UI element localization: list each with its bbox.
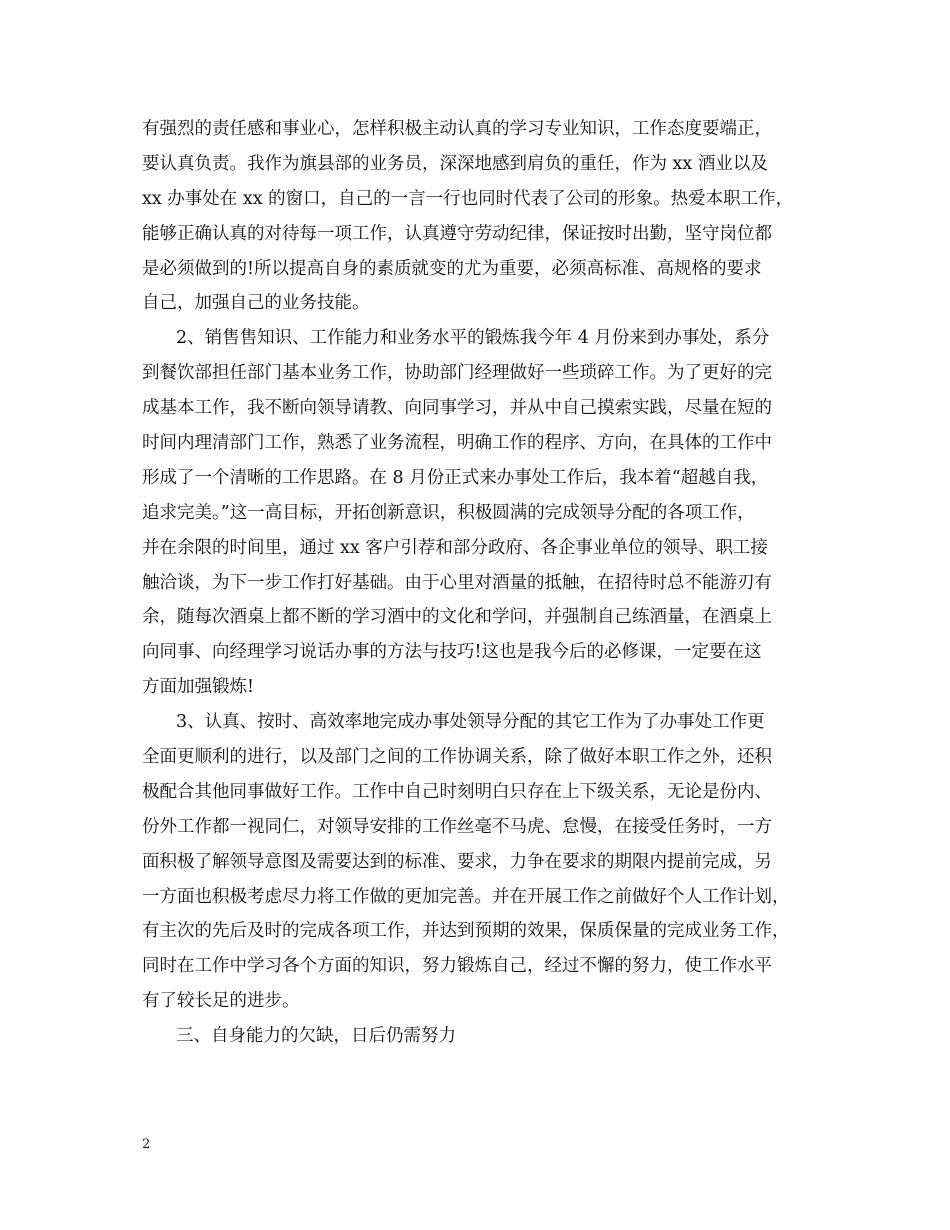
text-line: 余，随每次酒桌上都不断的学习酒中的文化和学问，并强制自己练酒量，在酒桌上 [142, 607, 772, 628]
text-line: 全面更顺利的进行，以及部门之间的工作协调关系，除了做好本职工作之外，还积 [142, 747, 772, 768]
text-line: 追求完美。”这一高目标，开拓创新意识，积极圆满的完成领导分配的各项工作， [142, 502, 755, 523]
text-line: 方面加强锻炼! [142, 677, 255, 698]
text-line: 一方面也积极考虑尽力将工作做的更加完善。并在开展工作之前做好个人工作计划， [142, 886, 790, 907]
text-line: 3、认真、按时、高效率地完成办事处领导分配的其它工作为了办事处工作更 [176, 712, 765, 733]
text-line: 自己，加强自己的业务技能。 [142, 293, 370, 314]
text-line: xx 办事处在 xx 的窗口，自己的一言一行也同时代表了公司的形象。热爱本职工作， [142, 188, 794, 209]
document-body [142, 112, 832, 1054]
text-line: 时间内理清部门工作，熟悉了业务流程，明确工作的程序、方向，在具体的工作中 [142, 433, 772, 454]
text-line: 向同事、向经理学习说话办事的方法与技巧!这也是我今后的必修课，一定要在这 [142, 642, 762, 663]
text-line: 能够正确认真的对待每一项工作，认真遵守劳动纪律，保证按时出勤，坚守岗位都 [142, 223, 772, 244]
text-line: 有强烈的责任感和事业心，怎样积极主动认真的学习专业知识，工作态度要端正， [142, 119, 772, 139]
text-line: 要认真负责。我作为旗县部的业务员，深深地感到肩负的重任，作为 xx 酒业以及 [142, 153, 768, 174]
text-line: 极配合其他同事做好工作。工作中自己时刻明白只存在上下级关系，无论是份内、 [142, 781, 772, 802]
text-line: 同时在工作中学习各个方面的知识，努力锻炼自己，经过不懈的努力，使工作水平 [142, 956, 772, 977]
text-line: 有了较长足的进步。 [142, 991, 300, 1012]
text-line: 有主次的先后及时的完成各项工作，并达到预期的效果，保质保量的完成业务工作， [142, 921, 790, 942]
text-line: 面积极了解领导意图及需要达到的标准、要求，力争在要求的期限内提前完成，另 [142, 851, 772, 872]
page-number: 2 [142, 1137, 151, 1152]
text-line: 形成了一个清晰的工作思路。在 8 月份正式来办事处工作后，我本着“超越自我， [142, 467, 769, 488]
text-line: 到餐饮部担任部门基本业务工作，协助部门经理做好一些琐碎工作。为了更好的完 [142, 363, 772, 384]
text-line: 份外工作都一视同仁，对领导安排的工作丝毫不马虎、怠慢，在接受任务时，一方 [142, 816, 772, 837]
text-line: 2、销售售知识、工作能力和业务水平的锻炼我今年 4 月份来到办事处，系分 [176, 328, 770, 349]
text-line: 成基本工作，我不断向领导请教、向同事学习，并从中自己摸索实践，尽量在短的 [142, 398, 772, 419]
text-line: 并在余限的时间里，通过 xx 客户引荐和部分政府、各企事业单位的领导、职工接 [142, 537, 768, 558]
text-line: 是必须做到的!所以提高自身的素质就变的尤为重要，必须高标准、高规格的要求 [142, 258, 762, 279]
text-line: 三、自身能力的欠缺，日后仍需努力 [176, 1026, 456, 1047]
text-line: 触洽谈，为下一步工作打好基础。由于心里对酒量的抵触，在招待时总不能游刃有 [142, 572, 772, 593]
